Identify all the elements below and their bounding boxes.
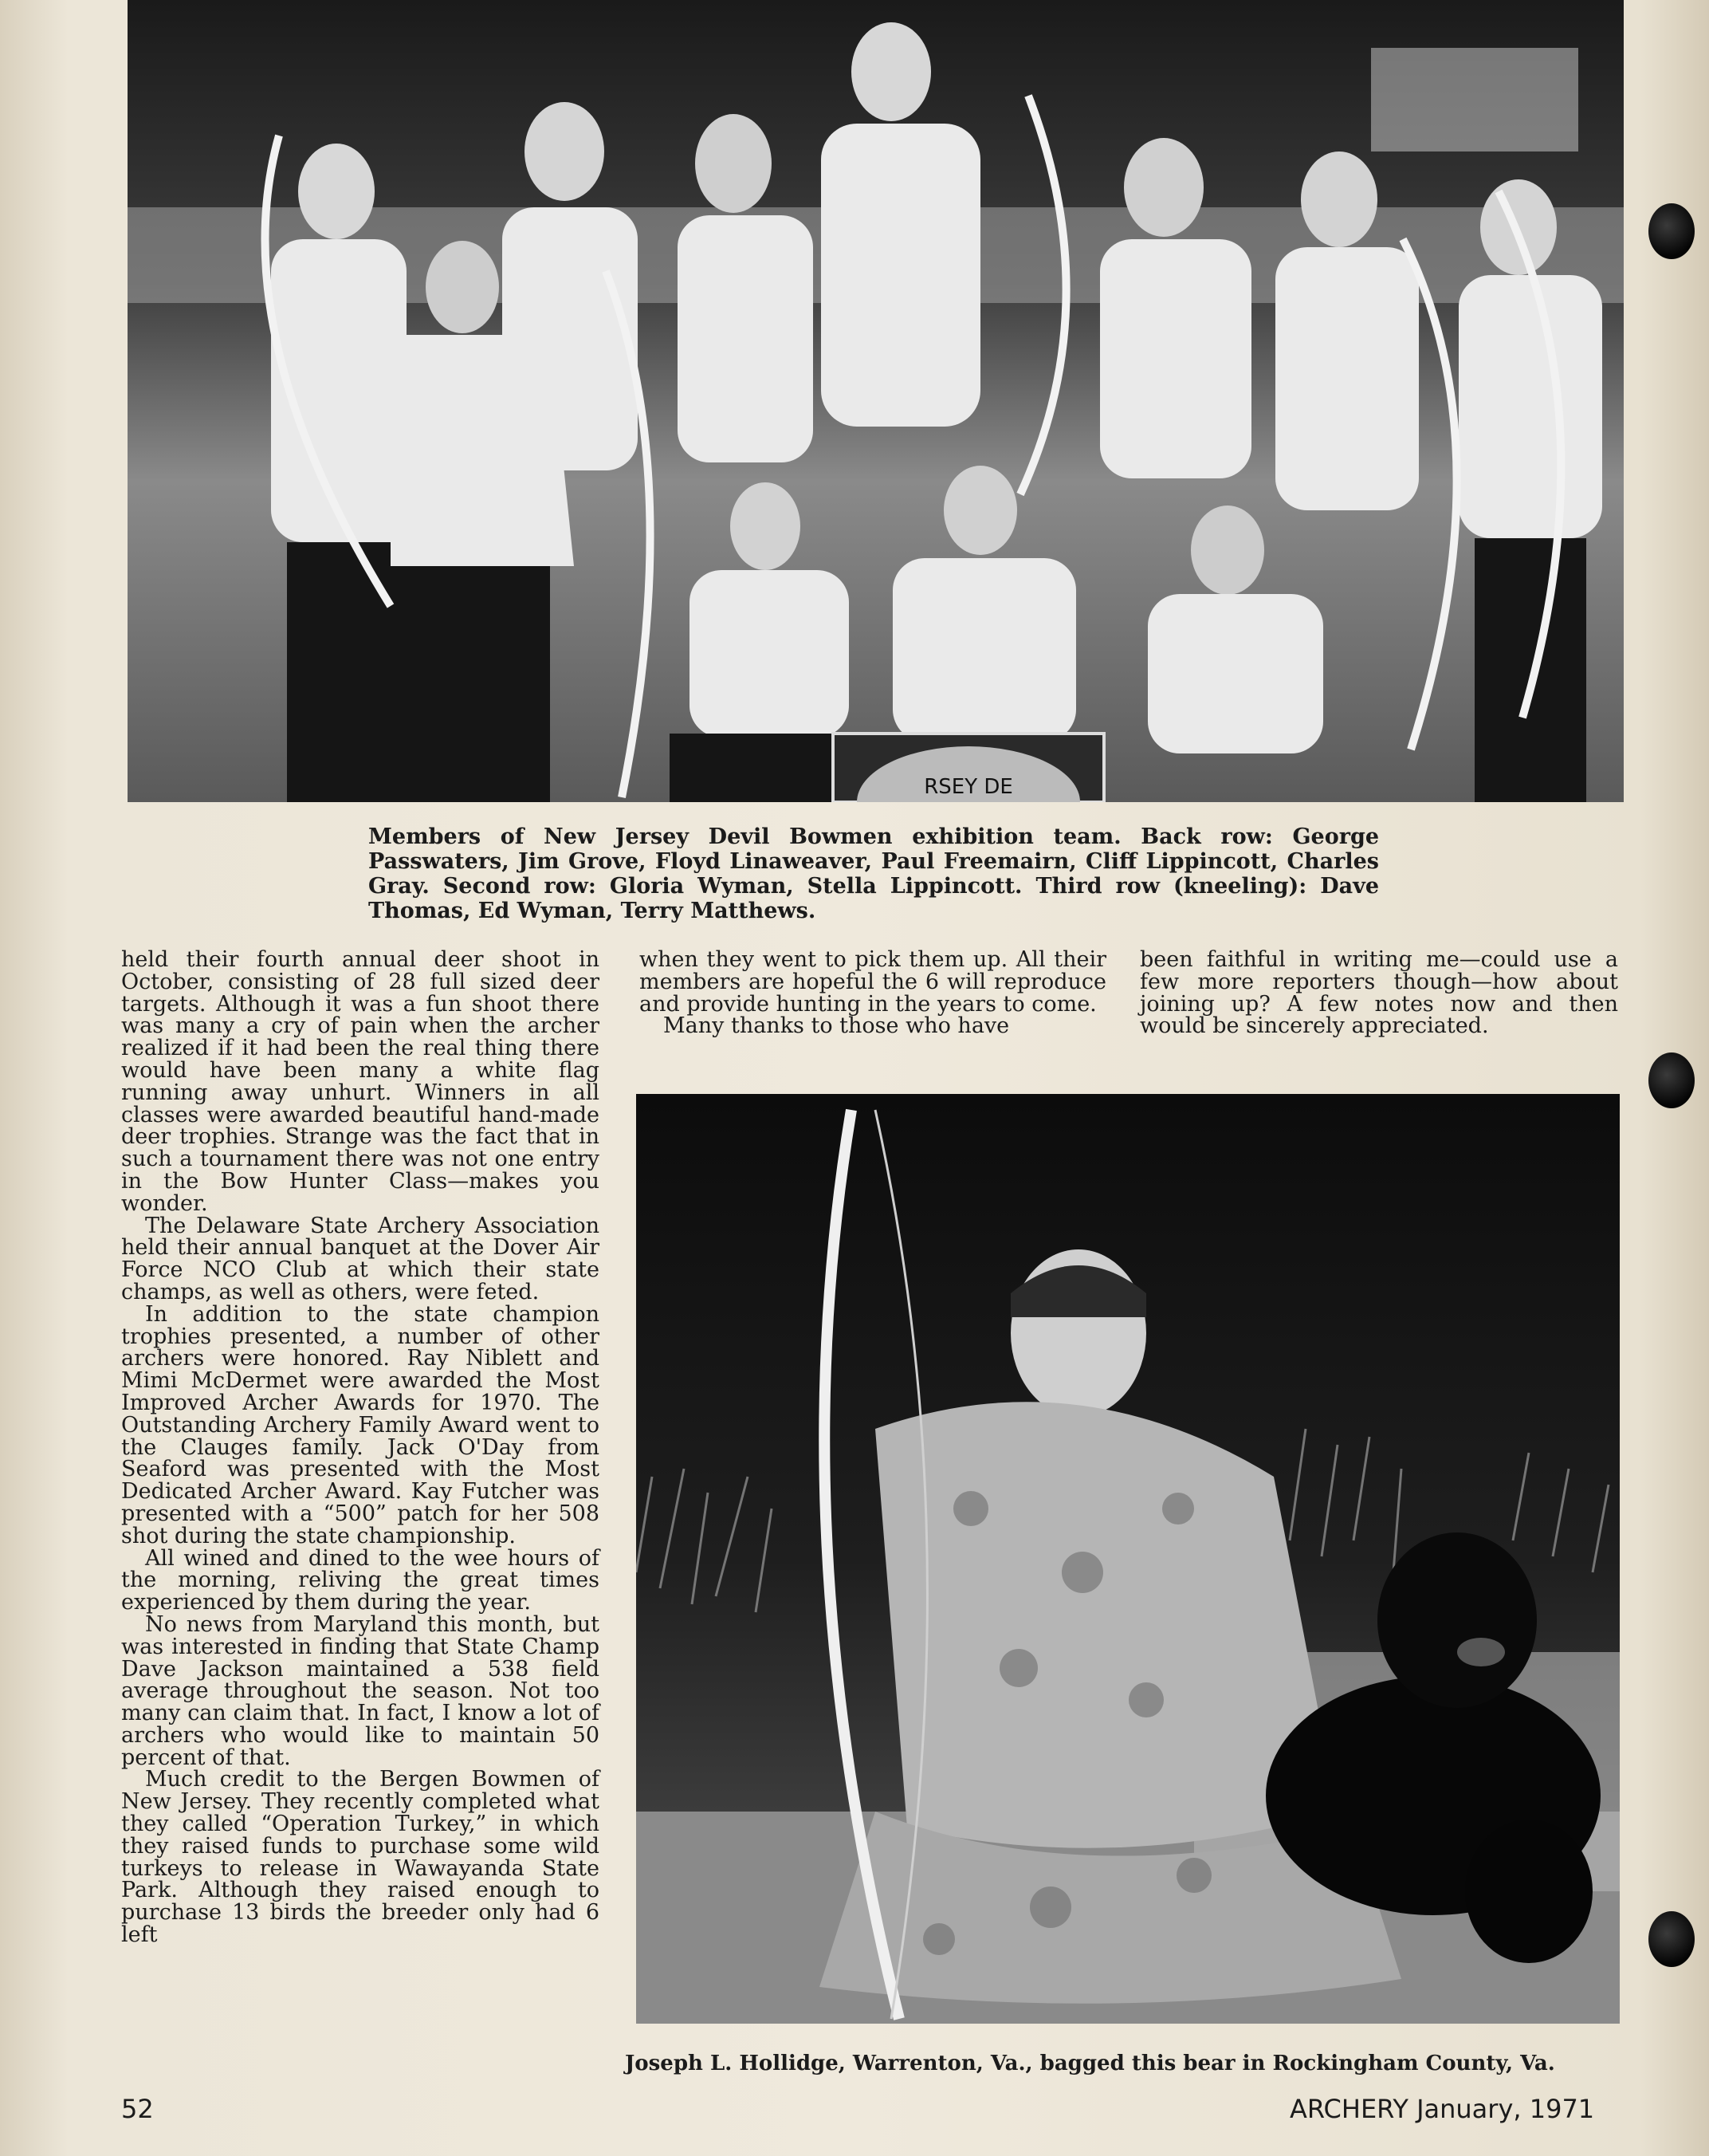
page-number: 52 (121, 2094, 154, 2124)
paragraph: held their fourth annual deer shoot in October, consisting of 28 full sized deer targets. Although it was a fun shoot there was many a cry of pain when the archer realized if it had been the real thing there would have been many a white flag running away unhurt. Winners in all classes were awarded beautiful hand-made deer trophies. Strange was the fact that in such a tournament there was not one entry in the Bow Hunter Class—makes you wonder. (121, 947, 599, 1216)
paragraph: when they went to pick them up. All their members are hopeful the 6 will reproduce and provide hunting in the years to come. (639, 947, 1106, 1017)
paragraph: Many thanks to those who have (663, 1013, 1010, 1039)
team-photo-caption: Members of New Jersey Devil Bowmen exhibition team. Back row: George Passwaters, Jim Grove, Floyd Linaweaver, Paul Freemairn, Cliff Lippincott, Charles Gray. Second row: Gloria Wyman, Stella Lippincott. Third row (kneeling): Dave Thomas, Ed Wyman, Terry Matthews. (368, 824, 1379, 923)
binder-hole-top (1648, 203, 1695, 259)
binder-hole-bottom (1648, 1911, 1695, 1967)
paragraph: Much credit to the Bergen Bowmen of New Jersey. They recently completed what they called “Operation Turkey,” in which they raised funds to purchase some wild turkeys to release in Wawayanda State Park. Although they raised enough to purchase 13 birds the breeder only had 6 left (121, 1767, 599, 1948)
publication-footer: ARCHERY January, 1971 (1290, 2094, 1595, 2124)
bear-hunter-photo-image (636, 1094, 1620, 2024)
paragraph: The Delaware State Archery Association held their annual banquet at the Dover Air Force NCO Club at which their state champs, as well as others, were feted. (121, 1213, 599, 1304)
paragraph: No news from Maryland this month, but was interested in finding that State Champ Dave Jackson maintained a 538 field average throughout the season. Not too many can claim that. In fact, I know a lot of archers who would like to maintain 50 percent of that. (121, 1611, 599, 1770)
bear-hunter-photo (636, 1094, 1620, 2024)
article-column-3 (1140, 949, 1618, 1037)
article-column-1 (121, 949, 599, 1946)
team-photo (128, 0, 1624, 802)
article-column-2 (639, 949, 1106, 1037)
paragraph: All wined and dined to the wee hours of the morning, reliving the great times experienced by them during the year. (121, 1545, 599, 1615)
plaque-text: RSEY DE (924, 775, 1013, 799)
bear-photo-caption: Joseph L. Hollidge, Warrenton, Va., bagged this bear in Rockingham County, Va. (625, 2052, 1555, 2075)
binder-hole-middle (1648, 1052, 1695, 1108)
paragraph: In addition to the state champion trophies presented, a number of other archers were honored. Ray Niblett and Mimi McDermet were awarded the Most Improved Archer Awards for 1970. The Outstanding Archery Family Award went to the Clauges family. Jack O'Day from Seaford was presented with the Most Dedicated Archer Award. Kay Futcher was presented with a “500” patch for her 508 shot during the state championship. (121, 1301, 599, 1548)
paragraph: been faithful in writing me—could use a few more reporters though—how about joining up? A few notes now and then would be sincerely appreciated. (1140, 947, 1618, 1039)
team-photo-image (128, 0, 1624, 802)
